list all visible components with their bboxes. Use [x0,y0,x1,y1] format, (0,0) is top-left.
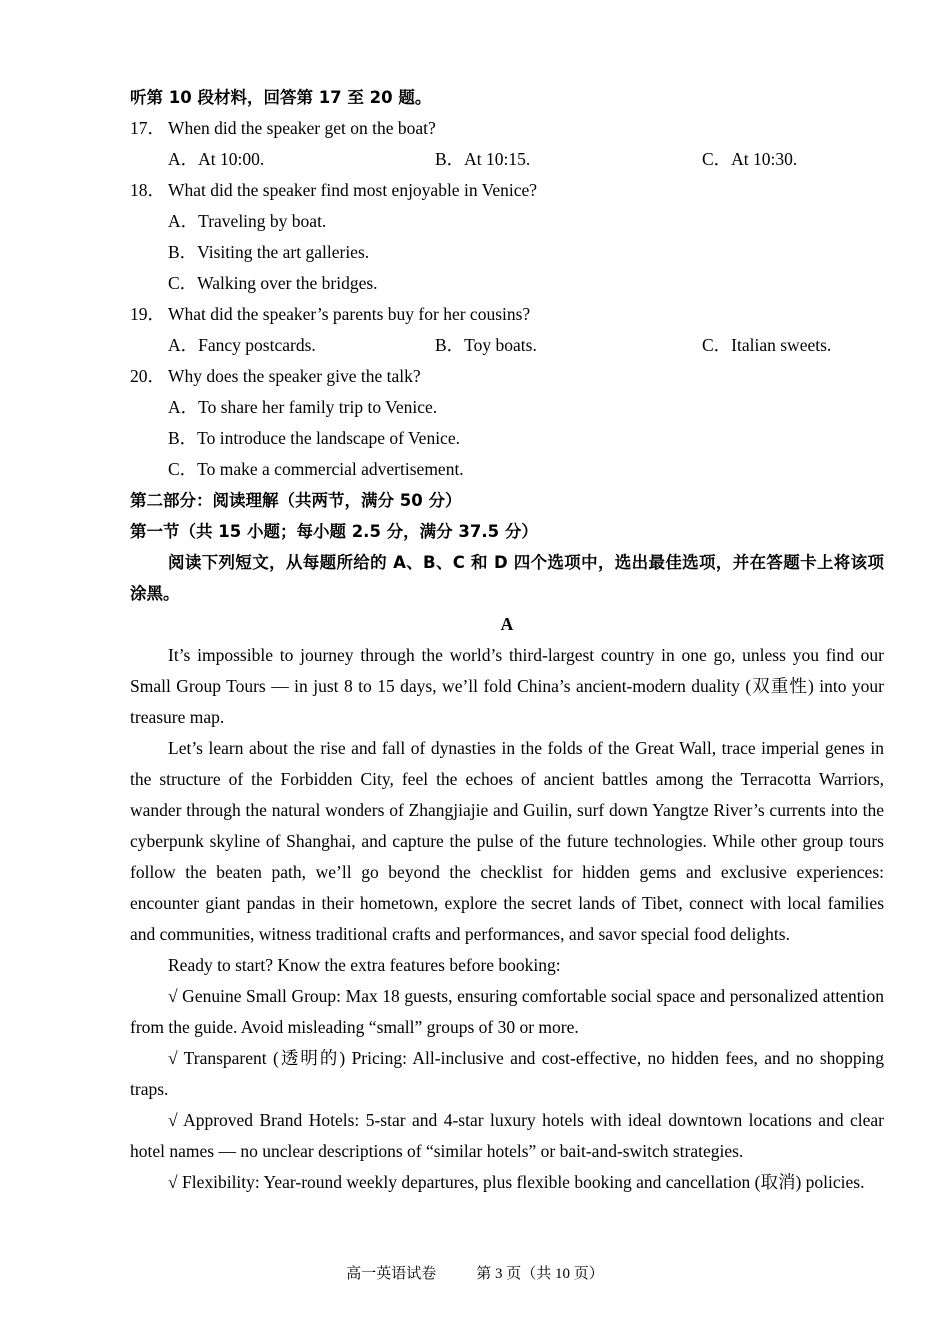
question-text: What did the speaker’s parents buy for her cousins? [168,304,531,324]
reading-instruction: 阅读下列短文，从每题所给的 A、B、C 和 D 四个选项中，选出最佳选项，并在答题卡上将该项涂黑。 [130,553,884,603]
passage-label: A [500,614,514,634]
passage-paragraph: Ready to start? Know the extra features before booking: [168,955,561,975]
question-text: When did the speaker get on the boat? [168,118,436,138]
passage-paragraph: Let’s learn about the rise and fall of dynasties in the folds of the Great Wall, trace imperial genes in the structure of the Forbidden City, feel the echoes of ancient battles among the Terracotta Warriors, wander through the natural wonders of Zhangjiajie and Guilin, surf down Yangtze River’s currents into the cyberpunk skyline of Shanghai, and capture the pulse of the future technologies. While other group tours follow the beaten path, we’ll go beyond the checklist for hidden gems and exclusive experiences: encounter giant pandas in their hometown, explore the secret lands of Tibet, connect with local families and communities, witness traditional crafts and performances, and savor special food delights. [130,738,884,944]
page-footer [0,1262,950,1286]
option-c: C．Walking over the bridges. [168,273,378,293]
option-b: B．At 10:15. [435,149,531,169]
question-18 [130,175,884,206]
option-a: A．Traveling by boat. [168,211,327,231]
question-17 [130,113,884,144]
reading-section-title: 第一节（共 15 小题；每小题 2.5 分，满分 37.5 分） [130,522,538,541]
question-number: 19． [130,304,165,324]
option-b: B．To introduce the landscape of Venice. [168,428,460,448]
question-19 [130,299,884,330]
feature-small-group: √ Genuine Small Group: Max 18 guests, ensuring comfortable social space and personalized attention from the guide. Avoid misleading “small” groups of 30 or more. [130,986,884,1037]
page-number: 第 3 页（共 10 页） [476,1266,604,1282]
option-a: A．Fancy postcards. [168,335,316,355]
feature-hotels: √ Approved Brand Hotels: 5-star and 4-star luxury hotels with ideal downtown locations and clear hotel names — no unclear descriptions of “similar hotels” or bait-and-switch strategies. [130,1110,884,1161]
option-a: A．To share her family trip to Venice. [168,397,438,417]
question-text: What did the speaker find most enjoyable in Venice? [168,180,538,200]
feature-flexibility: √ Flexibility: Year-round weekly departures, plus flexible booking and cancellation (取消) policies. [168,1172,865,1192]
option-b: B．Toy boats. [435,335,537,355]
option-c: C．At 10:30. [702,149,798,169]
question-number: 18． [130,180,165,200]
feature-pricing: √ Transparent (透明的) Pricing: All-inclusive and cost-effective, no hidden fees, and no shopping traps. [130,1048,884,1099]
reading-part-title: 第二部分：阅读理解（共两节，满分 50 分） [130,491,462,510]
question-19-options [130,330,884,361]
question-text: Why does the speaker give the talk? [168,366,421,386]
option-b: B．Visiting the art galleries. [168,242,370,262]
option-c: C．To make a commercial advertisement. [168,459,464,479]
question-17-options [130,144,884,175]
question-number: 17． [130,118,165,138]
exam-page [130,82,884,1198]
question-20 [130,361,884,392]
passage-paragraph: It’s impossible to journey through the world’s third-largest country in one go, unless you find our Small Group Tours — in just 8 to 15 days, we’ll fold China’s ancient-modern duality (双重性) into your treasure map. [130,645,884,727]
option-a: A．At 10:00. [168,149,265,169]
exam-name: 高一英语试卷 [346,1266,437,1282]
listening-heading: 听第 10 段材料，回答第 17 至 20 题。 [130,88,432,107]
question-number: 20． [130,366,165,386]
option-c: C．Italian sweets. [702,335,832,355]
